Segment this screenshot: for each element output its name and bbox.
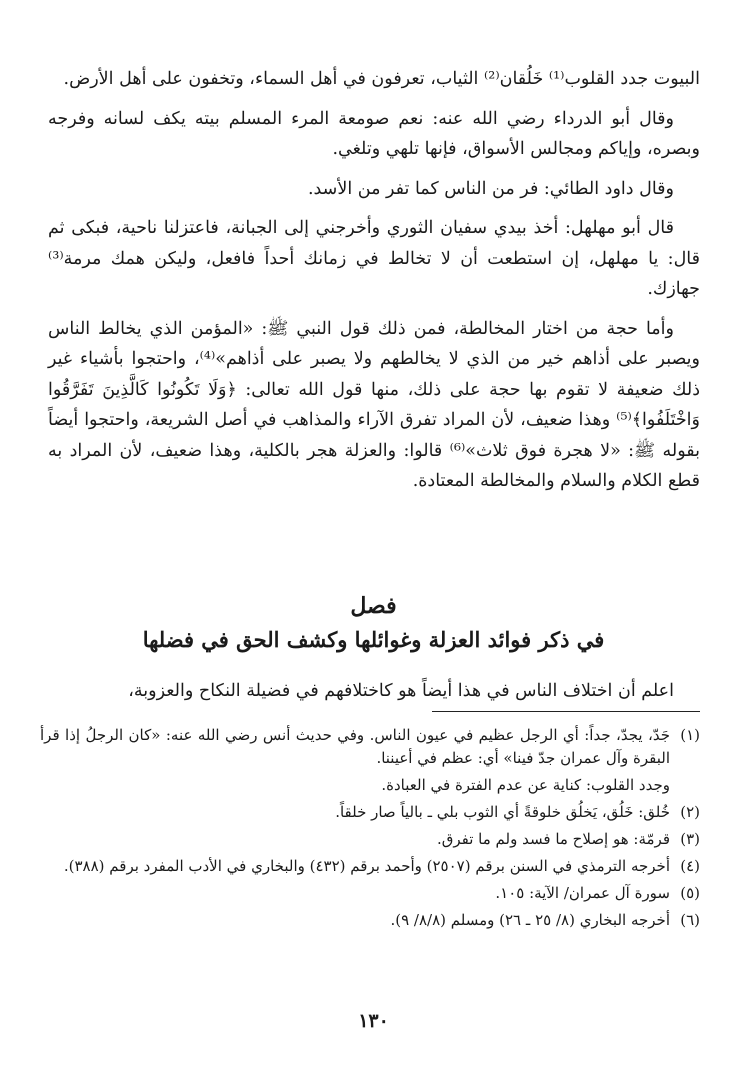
footnote-1	[40, 724, 700, 770]
footnote-text: جَدّ، يجدّ، جداً: أي الرجل عظيم في عيون الناس. وفي حديث أنس رضي الله عنه: «كان الرجلُ إذا قرأ البقرة وآل عمران جدّ فينا» أي: عظم في أعيننا.	[40, 726, 670, 767]
paragraph-5: وأما حجة من اختار المخالطة، فمن ذلك قول النبي ﷺ: «المؤمن الذي يخالط الناس ويصبر على أذاهم خير من الذي لا يخالطهم ولا يصبر على أذاهم»⁽⁴⁾، واحتجوا بأشياء غير ذلك ضعيفة لا تقوم بها حجة على ذلك، منها قول الله تعالى: ﴿وَلَا تَكُونُوا كَالَّذِينَ تَفَرَّقُوا وَاخْتَلَفُوا﴾⁽⁵⁾ وهذا ضعيف، لأن المراد تفرق الآراء والمذاهب في أصل الشريعة، واحتجوا أيضاً بقوله ﷺ: «لا هجرة فوق ثلاث»⁽⁶⁾ قالوا: والعزلة هجر بالكلية، وهذا ضعيف، لأن المراد به قطع الكلام والسلام والمخالطة المعتادة.	[48, 318, 700, 491]
paragraph-3: وقال داود الطائي: فر من الناس كما تفر من الأسد.	[307, 178, 674, 199]
footnote-2	[40, 801, 700, 824]
footnote-4	[40, 855, 700, 878]
footnote-text: سورة آل عمران/ الآية: ١٠٥.	[495, 884, 670, 902]
footnote-text: قرمّة: هو إصلاح ما فسد ولم ما تفرق.	[436, 830, 670, 848]
section-intro: اعلم أن اختلاف الناس في هذا أيضاً هو كاختلافهم في فضيلة النكاح والعزوبة،	[128, 681, 674, 701]
footnote-1-continuation: وجدد القلوب: كناية عن عدم الفترة في العبادة.	[381, 776, 670, 794]
footnote-number: (٥)	[680, 884, 700, 902]
footnote-number: (٢)	[680, 803, 700, 821]
footnote-number: (١)	[680, 726, 700, 744]
footnote-number: (٣)	[680, 830, 700, 848]
paragraph-1: البيوت جدد القلوب⁽¹⁾ خَلُقان⁽²⁾ الثياب، تعرفون في أهل السماء، وتخفون على أهل الأرض.	[63, 69, 700, 89]
footnote-3	[40, 828, 700, 851]
footnote-6	[40, 909, 700, 932]
footnotes	[40, 724, 700, 936]
footnote-number: (٤)	[680, 857, 700, 875]
page-number: ١٣٠	[358, 1010, 389, 1032]
footnote-separator	[432, 711, 700, 712]
main-text	[48, 64, 700, 506]
footnote-number: (٦)	[680, 911, 700, 929]
footnote-text: خُلق: خَلُق، يَخلُق خلوقةً أي الثوب بلي ـ بالياً صار خلقاً.	[335, 803, 670, 821]
section-label: فصل	[350, 593, 397, 619]
paragraph-4: قال أبو مهلهل: أخذ بيدي سفيان الثوري وأخرجني إلى الجبانة، فاعتزلنا ناحية، فبكى ثم قال: يا مهلهل، إن استطعت أن لا تخالط في زمانك أحداً فافعل، وليكن همك مرمة⁽³⁾ جهازك.	[48, 218, 700, 299]
paragraph-2: وقال أبو الدرداء رضي الله عنه: نعم صومعة المرء المسلم بيته يكف لسانه وفرجه وبصره، وإياكم ومجالس الأسواق، فإنها تلهي وتلغي.	[48, 108, 700, 159]
footnote-5	[40, 882, 700, 905]
footnote-text: أخرجه الترمذي في السنن برقم (٢٥٠٧) وأحمد برقم (٤٣٢) والبخاري في الأدب المفرد برقم (٣٨٨).	[63, 857, 670, 875]
section-title: في ذكر فوائد العزلة وغوائلها وكشف الحق في فضلها	[142, 627, 605, 652]
footnote-text: أخرجه البخاري (٨/ ٢٥ ـ ٢٦) ومسلم (٨/٨/ ٩).	[390, 911, 670, 929]
